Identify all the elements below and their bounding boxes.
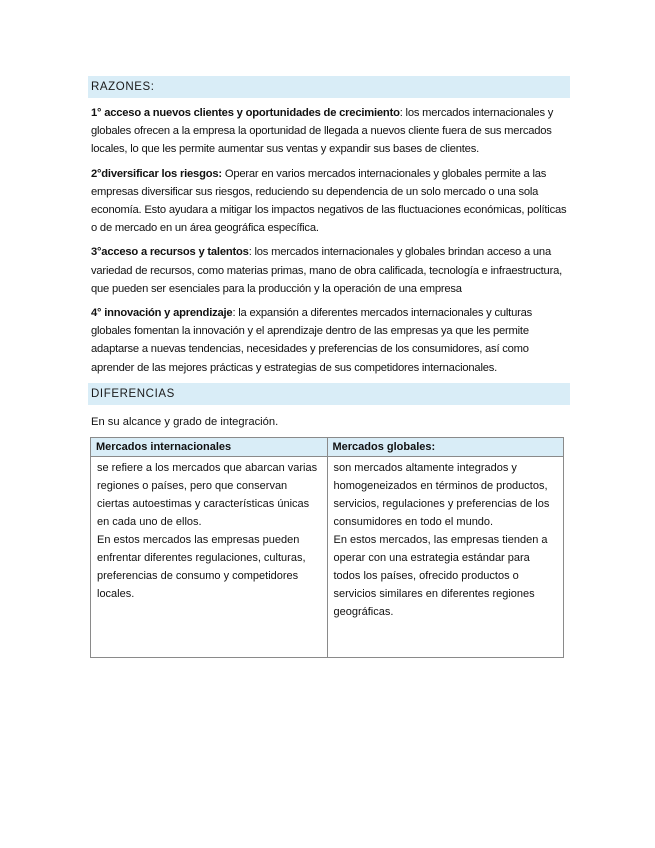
col-header-internacionales: Mercados internacionales xyxy=(91,437,328,456)
cell-internacionales-p2: En estos mercados las empresas pueden enfrentar diferentes regulaciones, culturas, preferencias de consumo y competidores locales. xyxy=(97,533,306,600)
razon-item-1 xyxy=(91,104,570,159)
table-row xyxy=(91,456,564,657)
diferencias-intro: En su alcance y grado de integración. xyxy=(91,415,279,428)
razon-item-4 xyxy=(91,304,570,377)
razon-item-1-text: : los mercados internacionales y globales ofrecen a la empresa la oportunidad de llegada a nuevos cliente fuera de sus mercados locales, lo que les permite aumentar sus ventas y expandir sus bases de clientes. xyxy=(91,107,554,156)
razon-item-2-title: 2°diversificar los riesgos: xyxy=(91,167,222,180)
razon-item-4-title: 4° innovación y aprendizaje xyxy=(91,307,233,320)
col-header-globales: Mercados globales: xyxy=(327,437,564,456)
razon-item-2 xyxy=(91,165,570,238)
razones-header: RAZONES: xyxy=(88,76,570,98)
cell-internacionales xyxy=(91,456,328,657)
cell-globales xyxy=(327,456,564,657)
razon-item-1-title: 1° acceso a nuevos clientes y oportunidades de crecimiento xyxy=(91,107,400,119)
document-content xyxy=(88,76,570,658)
razon-item-4-text: : la expansión a diferentes mercados internacionales y culturas globales fomentan la innovación y el aprendizaje dentro de las empresas ya que les permite adaptarse a nuevas tendencias, necesidades y preferencias de los consumidores, así como aprender de las mejores prácticas y estrategias de sus competidores internacionales. xyxy=(91,307,533,374)
cell-globales-p2: En estos mercados, las empresas tienden a operar con una estrategia estándar para todos los países, ofrecido productos o servicios similares en diferentes regiones geográficas. xyxy=(333,533,548,618)
razon-item-3 xyxy=(91,243,570,298)
comparison-table xyxy=(90,437,564,658)
razon-item-3-title: 3°acceso a recursos y talentos xyxy=(91,246,249,259)
cell-internacionales-p1: se refiere a los mercados que abarcan varias regiones o países, pero que conservan ciertas autoestimas y características únicas en cada uno de ellos. xyxy=(97,461,318,528)
razon-item-3-text: : los mercados internacionales y globales brindan acceso a una variedad de recursos, como materias primas, mano de obra calificada, tecnología e infraestructura, que pueden ser esenciales para la producción y la operación de una empresa xyxy=(91,246,563,295)
razon-item-2-text: Operar en varios mercados internacionales y globales permite a las empresas diversificar sus riesgos, reduciendo su dependencia de un solo mercado o una sola economía. Esto ayudara a mitigar los impactos negativos de las fluctuaciones económicas, políticas o de mercado en un área geográfica específica. xyxy=(91,167,567,235)
table-header-row xyxy=(91,437,564,456)
diferencias-header: DIFERENCIAS xyxy=(88,383,570,405)
cell-globales-p1: son mercados altamente integrados y homogeneizados en términos de productos, servicios, regulaciones y preferencias de los consumidores en todo el mundo. xyxy=(333,461,550,528)
